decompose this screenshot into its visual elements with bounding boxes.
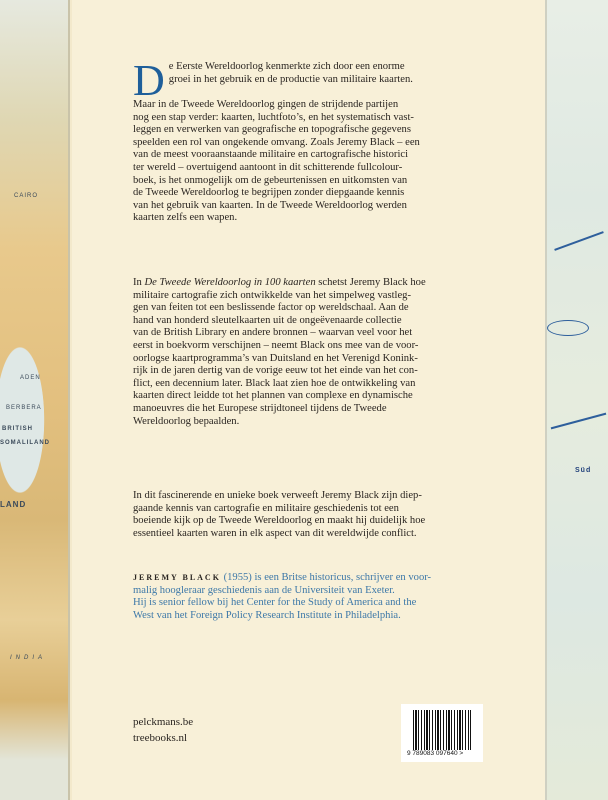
text-line: de Tweede Wereldoorlog te begrijpen zonder diepgaande kennis <box>133 187 405 199</box>
closing-paragraph <box>133 490 425 540</box>
publisher-site: pelckmans.be <box>133 716 194 728</box>
map-label: CAIRO <box>14 193 39 199</box>
isbn-digits: 9 789083 097640 > <box>407 750 464 757</box>
text-line: van de meest vooraanstaande militaire en cartografische historici <box>133 149 409 161</box>
text-line: groei in het gebruik en de productie van militaire kaarten. <box>168 73 413 85</box>
text-line: gen van feiten tot een beslissende factor op wereldschaal. Aan de <box>133 302 409 314</box>
text-line: van de British Library en andere bronnen – waarvan veel voor het <box>133 327 413 339</box>
drop-cap: D <box>133 56 165 105</box>
text-fragment: schetst Jeremy Black hoe <box>315 277 426 288</box>
text-line: nog een stap verder: kaarten, luchtfoto’s, en het systematisch vast- <box>133 111 414 123</box>
text-line: kaarten zelfs een wapen. <box>133 212 238 224</box>
barcode-bars <box>413 710 471 750</box>
text-line: Maar in de Tweede Wereldoorlog gingen de strijdende partijen <box>133 99 399 110</box>
text-line: militaire cartografie zich ontwikkelde van het simpelweg vastleg- <box>133 289 411 301</box>
map-label: INDIA <box>10 655 47 661</box>
author-bio <box>133 572 431 622</box>
text-line: boeiende kijk op de Tweede Wereldoorlog en maakt hij duidelijk hoe <box>133 515 426 527</box>
text-line: Wereldoorlog bepaalden. <box>133 415 240 427</box>
text-line: van het gebruik van kaarten. In de Tweede Wereldoorlog werden <box>133 199 407 211</box>
text-line: hand van honderd sleutelkaarten uit de ongeëvenaarde collectie <box>133 314 402 326</box>
publisher-sites <box>133 714 193 746</box>
map-label: SOMALILAND <box>0 440 50 446</box>
text-line: malig hoogleraar geschiedenis aan de Universiteit van Exeter. <box>133 584 395 596</box>
text-fragment: In <box>133 277 145 288</box>
map-strip-right <box>545 0 608 800</box>
book-title: De Tweede Wereldoorlog in 100 kaarten <box>144 277 316 288</box>
text-line <box>133 572 431 585</box>
map-front-line <box>554 231 604 251</box>
summary-paragraph <box>133 277 426 428</box>
map-front-line <box>551 413 607 430</box>
text-line: eerst in boekvorm verschijnen – neemt Black ons mee van de voor- <box>133 339 419 351</box>
text-line <box>133 277 426 290</box>
map-front-line <box>547 320 589 336</box>
author-name: JEREMY BLACK <box>133 573 221 582</box>
text-line: boek, is het onmogelijk om de gebeurtenissen en uitkomsten van <box>133 174 408 186</box>
text-line: kaarten direct leidde tot het plannen van complexe en dynamische <box>133 390 413 402</box>
text-line: rijk in de jaren dertig van de vorige eeuw tot het einde van het con- <box>133 365 418 377</box>
intro-paragraph <box>133 56 420 225</box>
map-label: ADEN <box>20 375 41 381</box>
text-line: e Eerste Wereldoorlog kenmerkte zich door een enorme <box>168 61 405 72</box>
text-fragment: (1955) is een Britse historicus, schrijver en voor- <box>220 572 432 583</box>
map-label: BRITISH <box>2 426 33 432</box>
text-line: Hij is senior fellow bij het Center for the Study of America and the <box>133 597 417 609</box>
text-line: flict, een decennium later. Black laat zien hoe de ontwikkeling van <box>133 377 416 389</box>
publisher-site: treebooks.nl <box>133 732 188 744</box>
map-label: Süd <box>575 467 592 474</box>
text-line: gaande kennis van cartografie en militaire geschiedenis tot een <box>133 502 399 514</box>
text-line: West van het Foreign Policy Research Institute in Philadelphia. <box>133 609 401 621</box>
text-line: manoeuvres die het Europese strijdtoneel tijdens de Tweede <box>133 402 387 414</box>
isbn-barcode <box>401 704 483 762</box>
text-line: oorlogse kaartprogramma’s van Duitsland en het Verenigd Konink- <box>133 352 418 364</box>
text-line: leggen en verwerken van geografische en topografische gegevens <box>133 124 411 136</box>
map-strip-left <box>0 0 70 800</box>
map-label: LAND <box>0 500 27 509</box>
map-label: BERBERA <box>6 405 42 411</box>
text-line: essentieel kaarten waren in elk aspect van dit wereldwijde conflict. <box>133 527 417 539</box>
text-line: In dit fascinerende en unieke boek verweeft Jeremy Black zijn diep- <box>133 490 422 501</box>
text-line: ter wereld – overtuigend aantoont in dit schitterende fullcolour- <box>133 161 403 173</box>
text-line: speelden een rol van ongekende omvang. Zoals Jeremy Black – een <box>133 136 420 148</box>
